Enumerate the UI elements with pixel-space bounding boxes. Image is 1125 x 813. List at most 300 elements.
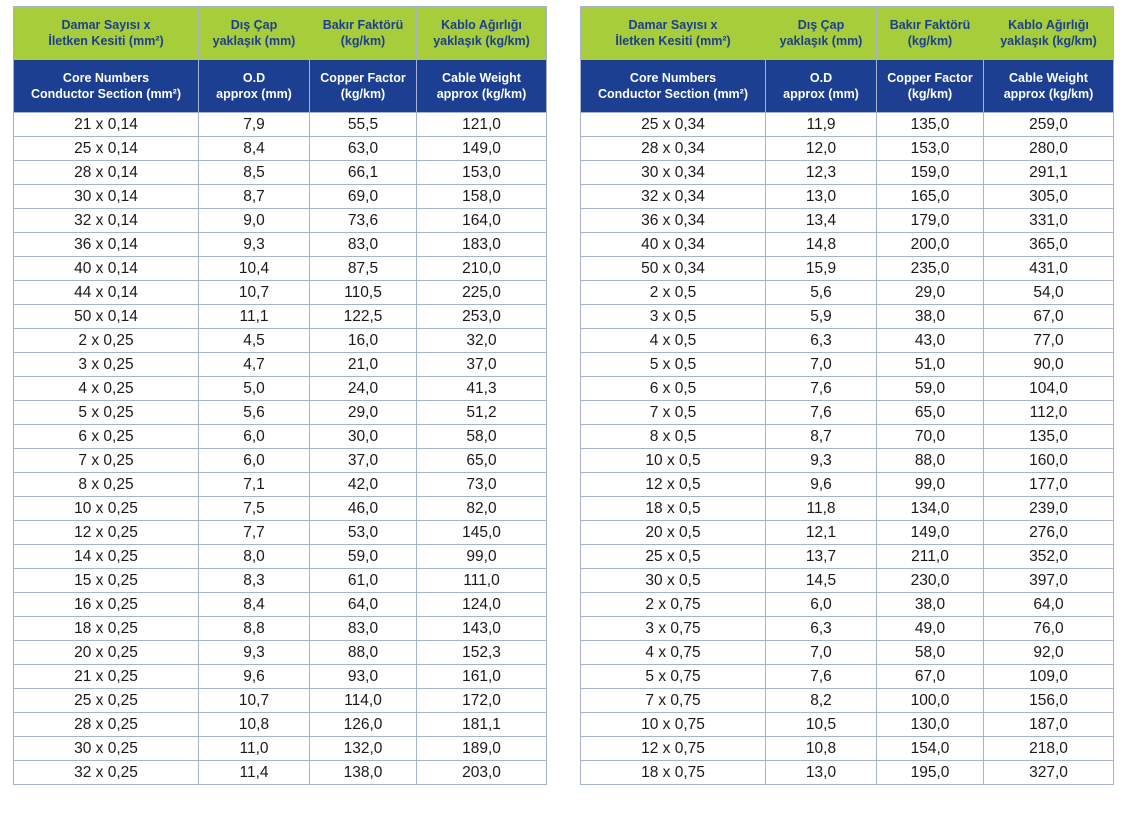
cell-weight: 280,0 xyxy=(984,137,1114,161)
header-row-english xyxy=(581,60,1114,113)
cell-weight: 77,0 xyxy=(984,329,1114,353)
cell-weight: 291,1 xyxy=(984,161,1114,185)
cell-core-section: 18 x 0,25 xyxy=(14,617,199,641)
header-cell-weight-en: Cable Weight approx (kg/km) xyxy=(984,60,1114,113)
cell-core-section: 25 x 0,14 xyxy=(14,137,199,161)
table-header xyxy=(581,7,1114,113)
cell-copper-factor: 66,1 xyxy=(310,161,417,185)
cell-weight: 76,0 xyxy=(984,617,1114,641)
table-row xyxy=(581,209,1114,233)
cell-copper-factor: 83,0 xyxy=(310,233,417,257)
cell-core-section: 10 x 0,75 xyxy=(581,713,766,737)
cell-core-section: 44 x 0,14 xyxy=(14,281,199,305)
cell-weight: 203,0 xyxy=(417,761,547,785)
table-row xyxy=(581,449,1114,473)
cell-od: 7,0 xyxy=(766,641,877,665)
table-row xyxy=(581,689,1114,713)
cell-weight: 58,0 xyxy=(417,425,547,449)
header-row-english xyxy=(14,60,547,113)
cell-weight: 149,0 xyxy=(417,137,547,161)
cell-od: 15,9 xyxy=(766,257,877,281)
cell-copper-factor: 49,0 xyxy=(877,617,984,641)
cell-core-section: 2 x 0,25 xyxy=(14,329,199,353)
table-body xyxy=(14,113,547,785)
cell-core-section: 6 x 0,5 xyxy=(581,377,766,401)
cable-table-left xyxy=(13,6,547,785)
cell-copper-factor: 126,0 xyxy=(310,713,417,737)
cell-core-section: 10 x 0,5 xyxy=(581,449,766,473)
cell-od: 13,0 xyxy=(766,185,877,209)
cell-od: 9,0 xyxy=(199,209,310,233)
table-row xyxy=(14,281,547,305)
cell-core-section: 32 x 0,14 xyxy=(14,209,199,233)
table-row xyxy=(14,641,547,665)
cell-od: 8,7 xyxy=(199,185,310,209)
cell-weight: 160,0 xyxy=(984,449,1114,473)
table-row xyxy=(14,329,547,353)
cell-copper-factor: 63,0 xyxy=(310,137,417,161)
cell-copper-factor: 21,0 xyxy=(310,353,417,377)
header-cell-od-tr: Dış Çap yaklaşık (mm) xyxy=(199,7,310,60)
cell-copper-factor: 59,0 xyxy=(310,545,417,569)
cell-copper-factor: 55,5 xyxy=(310,113,417,137)
cell-core-section: 3 x 0,75 xyxy=(581,617,766,641)
cell-weight: 112,0 xyxy=(984,401,1114,425)
cell-core-section: 25 x 0,34 xyxy=(581,113,766,137)
cell-od: 11,1 xyxy=(199,305,310,329)
table-row xyxy=(14,545,547,569)
header-cell-copper-tr: Bakır Faktörü (kg/km) xyxy=(877,7,984,60)
table-row xyxy=(581,353,1114,377)
table-row xyxy=(14,377,547,401)
table-row xyxy=(581,257,1114,281)
cell-od: 11,0 xyxy=(199,737,310,761)
table-row xyxy=(581,641,1114,665)
cell-core-section: 30 x 0,5 xyxy=(581,569,766,593)
cell-od: 10,8 xyxy=(199,713,310,737)
cell-od: 8,5 xyxy=(199,161,310,185)
table-row xyxy=(581,137,1114,161)
cell-copper-factor: 200,0 xyxy=(877,233,984,257)
cell-weight: 305,0 xyxy=(984,185,1114,209)
table-row xyxy=(14,305,547,329)
cell-weight: 158,0 xyxy=(417,185,547,209)
cell-weight: 189,0 xyxy=(417,737,547,761)
cell-copper-factor: 138,0 xyxy=(310,761,417,785)
table-row xyxy=(14,425,547,449)
cell-weight: 92,0 xyxy=(984,641,1114,665)
table-row xyxy=(14,401,547,425)
cell-weight: 177,0 xyxy=(984,473,1114,497)
cell-od: 8,0 xyxy=(199,545,310,569)
cell-weight: 111,0 xyxy=(417,569,547,593)
cell-core-section: 21 x 0,25 xyxy=(14,665,199,689)
cell-weight: 99,0 xyxy=(417,545,547,569)
cell-core-section: 12 x 0,75 xyxy=(581,737,766,761)
cell-od: 10,8 xyxy=(766,737,877,761)
cell-core-section: 28 x 0,14 xyxy=(14,161,199,185)
table-body xyxy=(581,113,1114,785)
cell-copper-factor: 135,0 xyxy=(877,113,984,137)
table-row xyxy=(14,353,547,377)
cell-od: 9,3 xyxy=(766,449,877,473)
cell-copper-factor: 88,0 xyxy=(310,641,417,665)
cell-copper-factor: 211,0 xyxy=(877,545,984,569)
table-row xyxy=(14,593,547,617)
table-row xyxy=(581,233,1114,257)
cell-weight: 54,0 xyxy=(984,281,1114,305)
cell-weight: 183,0 xyxy=(417,233,547,257)
cell-core-section: 3 x 0,25 xyxy=(14,353,199,377)
table-row xyxy=(14,185,547,209)
table-row xyxy=(14,617,547,641)
cell-od: 6,3 xyxy=(766,329,877,353)
cell-copper-factor: 67,0 xyxy=(877,665,984,689)
cell-weight: 90,0 xyxy=(984,353,1114,377)
cell-core-section: 20 x 0,5 xyxy=(581,521,766,545)
cell-core-section: 20 x 0,25 xyxy=(14,641,199,665)
cell-core-section: 7 x 0,75 xyxy=(581,689,766,713)
cell-copper-factor: 70,0 xyxy=(877,425,984,449)
table-row xyxy=(14,569,547,593)
cell-weight: 164,0 xyxy=(417,209,547,233)
table-row xyxy=(14,665,547,689)
cell-core-section: 28 x 0,25 xyxy=(14,713,199,737)
cell-copper-factor: 65,0 xyxy=(877,401,984,425)
cell-weight: 365,0 xyxy=(984,233,1114,257)
table-row xyxy=(14,137,547,161)
cell-copper-factor: 61,0 xyxy=(310,569,417,593)
cell-od: 7,6 xyxy=(766,377,877,401)
cell-copper-factor: 87,5 xyxy=(310,257,417,281)
cell-copper-factor: 53,0 xyxy=(310,521,417,545)
cell-core-section: 12 x 0,25 xyxy=(14,521,199,545)
cell-weight: 104,0 xyxy=(984,377,1114,401)
table-row xyxy=(14,521,547,545)
cell-copper-factor: 30,0 xyxy=(310,425,417,449)
table-row xyxy=(14,761,547,785)
cell-weight: 51,2 xyxy=(417,401,547,425)
table-row xyxy=(581,497,1114,521)
cell-weight: 331,0 xyxy=(984,209,1114,233)
cell-od: 13,0 xyxy=(766,761,877,785)
cell-weight: 73,0 xyxy=(417,473,547,497)
cell-core-section: 4 x 0,5 xyxy=(581,329,766,353)
cell-od: 7,6 xyxy=(766,401,877,425)
cell-od: 7,5 xyxy=(199,497,310,521)
cell-od: 9,3 xyxy=(199,233,310,257)
cell-copper-factor: 114,0 xyxy=(310,689,417,713)
cell-core-section: 16 x 0,25 xyxy=(14,593,199,617)
cell-copper-factor: 43,0 xyxy=(877,329,984,353)
cell-weight: 153,0 xyxy=(417,161,547,185)
cell-weight: 327,0 xyxy=(984,761,1114,785)
header-cell-copper-en: Copper Factor (kg/km) xyxy=(877,60,984,113)
cell-od: 10,4 xyxy=(199,257,310,281)
table-row xyxy=(14,113,547,137)
cell-copper-factor: 100,0 xyxy=(877,689,984,713)
table-row xyxy=(14,473,547,497)
cell-copper-factor: 132,0 xyxy=(310,737,417,761)
header-row-turkish xyxy=(14,7,547,60)
cell-weight: 145,0 xyxy=(417,521,547,545)
cell-core-section: 28 x 0,34 xyxy=(581,137,766,161)
cell-weight: 276,0 xyxy=(984,521,1114,545)
table-row xyxy=(581,161,1114,185)
cell-core-section: 2 x 0,5 xyxy=(581,281,766,305)
cell-core-section: 5 x 0,75 xyxy=(581,665,766,689)
table-row xyxy=(581,521,1114,545)
cell-core-section: 7 x 0,25 xyxy=(14,449,199,473)
cell-od: 10,5 xyxy=(766,713,877,737)
header-cell-od-tr: Dış Çap yaklaşık (mm) xyxy=(766,7,877,60)
table-row xyxy=(581,593,1114,617)
cell-od: 8,4 xyxy=(199,593,310,617)
cell-core-section: 4 x 0,75 xyxy=(581,641,766,665)
cell-weight: 161,0 xyxy=(417,665,547,689)
cell-od: 12,1 xyxy=(766,521,877,545)
table-row xyxy=(14,497,547,521)
table-row xyxy=(14,161,547,185)
cell-od: 5,6 xyxy=(766,281,877,305)
cell-copper-factor: 93,0 xyxy=(310,665,417,689)
cell-copper-factor: 37,0 xyxy=(310,449,417,473)
cell-core-section: 10 x 0,25 xyxy=(14,497,199,521)
cell-weight: 41,3 xyxy=(417,377,547,401)
cell-core-section: 5 x 0,5 xyxy=(581,353,766,377)
cell-core-section: 8 x 0,5 xyxy=(581,425,766,449)
cell-copper-factor: 134,0 xyxy=(877,497,984,521)
cell-copper-factor: 154,0 xyxy=(877,737,984,761)
cell-copper-factor: 88,0 xyxy=(877,449,984,473)
cell-od: 7,7 xyxy=(199,521,310,545)
cell-od: 8,8 xyxy=(199,617,310,641)
table-row xyxy=(14,449,547,473)
cell-weight: 181,1 xyxy=(417,713,547,737)
cell-weight: 259,0 xyxy=(984,113,1114,137)
table-row xyxy=(581,377,1114,401)
table-row xyxy=(14,713,547,737)
header-cell-core-section-en: Core Numbers Conductor Section (mm²) xyxy=(581,60,766,113)
cell-copper-factor: 73,6 xyxy=(310,209,417,233)
table-row xyxy=(14,233,547,257)
table-row xyxy=(581,401,1114,425)
cell-od: 8,7 xyxy=(766,425,877,449)
cell-od: 5,9 xyxy=(766,305,877,329)
table-row xyxy=(14,689,547,713)
table-row xyxy=(581,569,1114,593)
cell-weight: 210,0 xyxy=(417,257,547,281)
cell-od: 6,0 xyxy=(199,425,310,449)
cell-weight: 152,3 xyxy=(417,641,547,665)
cell-copper-factor: 83,0 xyxy=(310,617,417,641)
cell-od: 7,9 xyxy=(199,113,310,137)
cell-weight: 109,0 xyxy=(984,665,1114,689)
header-cell-copper-tr: Bakır Faktörü (kg/km) xyxy=(310,7,417,60)
cell-core-section: 50 x 0,34 xyxy=(581,257,766,281)
header-cell-od-en: O.D approx (mm) xyxy=(199,60,310,113)
cell-od: 12,3 xyxy=(766,161,877,185)
cell-copper-factor: 29,0 xyxy=(310,401,417,425)
cell-od: 14,8 xyxy=(766,233,877,257)
cell-core-section: 30 x 0,34 xyxy=(581,161,766,185)
cell-od: 8,3 xyxy=(199,569,310,593)
cell-od: 12,0 xyxy=(766,137,877,161)
cell-od: 9,6 xyxy=(766,473,877,497)
cell-od: 7,0 xyxy=(766,353,877,377)
header-cell-od-en: O.D approx (mm) xyxy=(766,60,877,113)
cell-core-section: 40 x 0,14 xyxy=(14,257,199,281)
cell-copper-factor: 153,0 xyxy=(877,137,984,161)
header-cell-copper-en: Copper Factor (kg/km) xyxy=(310,60,417,113)
cell-copper-factor: 69,0 xyxy=(310,185,417,209)
table-row xyxy=(581,761,1114,785)
cell-copper-factor: 58,0 xyxy=(877,641,984,665)
cell-core-section: 2 x 0,75 xyxy=(581,593,766,617)
cell-od: 10,7 xyxy=(199,689,310,713)
cell-copper-factor: 122,5 xyxy=(310,305,417,329)
cell-weight: 65,0 xyxy=(417,449,547,473)
cell-core-section: 5 x 0,25 xyxy=(14,401,199,425)
cell-od: 13,4 xyxy=(766,209,877,233)
cell-weight: 64,0 xyxy=(984,593,1114,617)
table-row xyxy=(581,281,1114,305)
table-row xyxy=(581,329,1114,353)
cell-core-section: 21 x 0,14 xyxy=(14,113,199,137)
cell-core-section: 8 x 0,25 xyxy=(14,473,199,497)
cell-copper-factor: 99,0 xyxy=(877,473,984,497)
cell-od: 11,8 xyxy=(766,497,877,521)
header-cell-core-section-tr: Damar Sayısı x İletken Kesiti (mm²) xyxy=(581,7,766,60)
header-cell-weight-tr: Kablo Ağırlığı yaklaşık (kg/km) xyxy=(417,7,547,60)
header-cell-weight-en: Cable Weight approx (kg/km) xyxy=(417,60,547,113)
cell-weight: 431,0 xyxy=(984,257,1114,281)
cell-weight: 352,0 xyxy=(984,545,1114,569)
cell-copper-factor: 59,0 xyxy=(877,377,984,401)
cell-core-section: 6 x 0,25 xyxy=(14,425,199,449)
header-cell-core-section-tr: Damar Sayısı x İletken Kesiti (mm²) xyxy=(14,7,199,60)
cell-weight: 225,0 xyxy=(417,281,547,305)
cell-od: 8,4 xyxy=(199,137,310,161)
cell-weight: 397,0 xyxy=(984,569,1114,593)
table-row xyxy=(581,737,1114,761)
cell-core-section: 7 x 0,5 xyxy=(581,401,766,425)
cell-weight: 253,0 xyxy=(417,305,547,329)
cell-core-section: 18 x 0,75 xyxy=(581,761,766,785)
cell-weight: 121,0 xyxy=(417,113,547,137)
cell-core-section: 12 x 0,5 xyxy=(581,473,766,497)
cell-core-section: 25 x 0,25 xyxy=(14,689,199,713)
header-row-turkish xyxy=(581,7,1114,60)
cell-core-section: 30 x 0,25 xyxy=(14,737,199,761)
cell-copper-factor: 38,0 xyxy=(877,593,984,617)
cell-core-section: 36 x 0,14 xyxy=(14,233,199,257)
cell-od: 5,0 xyxy=(199,377,310,401)
cell-weight: 187,0 xyxy=(984,713,1114,737)
cell-core-section: 32 x 0,34 xyxy=(581,185,766,209)
cell-copper-factor: 64,0 xyxy=(310,593,417,617)
table-header xyxy=(14,7,547,113)
cell-od: 9,3 xyxy=(199,641,310,665)
cell-copper-factor: 29,0 xyxy=(877,281,984,305)
cell-od: 5,6 xyxy=(199,401,310,425)
cable-table-right xyxy=(580,6,1114,785)
cell-core-section: 15 x 0,25 xyxy=(14,569,199,593)
cell-copper-factor: 46,0 xyxy=(310,497,417,521)
cell-copper-factor: 42,0 xyxy=(310,473,417,497)
cell-od: 11,4 xyxy=(199,761,310,785)
cell-weight: 32,0 xyxy=(417,329,547,353)
table-row xyxy=(581,425,1114,449)
cell-copper-factor: 130,0 xyxy=(877,713,984,737)
cell-weight: 124,0 xyxy=(417,593,547,617)
cell-od: 7,6 xyxy=(766,665,877,689)
cell-weight: 218,0 xyxy=(984,737,1114,761)
cell-weight: 37,0 xyxy=(417,353,547,377)
table-row xyxy=(581,185,1114,209)
cell-copper-factor: 16,0 xyxy=(310,329,417,353)
cell-core-section: 4 x 0,25 xyxy=(14,377,199,401)
cell-core-section: 18 x 0,5 xyxy=(581,497,766,521)
cell-core-section: 14 x 0,25 xyxy=(14,545,199,569)
cell-weight: 67,0 xyxy=(984,305,1114,329)
table-row xyxy=(581,545,1114,569)
cell-core-section: 36 x 0,34 xyxy=(581,209,766,233)
cell-od: 7,1 xyxy=(199,473,310,497)
cell-core-section: 30 x 0,14 xyxy=(14,185,199,209)
table-row xyxy=(14,737,547,761)
cell-od: 6,0 xyxy=(199,449,310,473)
table-row xyxy=(581,473,1114,497)
table-row xyxy=(14,209,547,233)
cell-od: 9,6 xyxy=(199,665,310,689)
cell-od: 10,7 xyxy=(199,281,310,305)
cell-od: 13,7 xyxy=(766,545,877,569)
table-row xyxy=(581,113,1114,137)
cell-weight: 239,0 xyxy=(984,497,1114,521)
cell-od: 4,7 xyxy=(199,353,310,377)
cell-copper-factor: 110,5 xyxy=(310,281,417,305)
table-row xyxy=(581,617,1114,641)
cell-copper-factor: 230,0 xyxy=(877,569,984,593)
cell-copper-factor: 179,0 xyxy=(877,209,984,233)
cell-weight: 82,0 xyxy=(417,497,547,521)
cell-copper-factor: 165,0 xyxy=(877,185,984,209)
header-cell-weight-tr: Kablo Ağırlığı yaklaşık (kg/km) xyxy=(984,7,1114,60)
cell-copper-factor: 195,0 xyxy=(877,761,984,785)
cell-core-section: 32 x 0,25 xyxy=(14,761,199,785)
header-cell-core-section-en: Core Numbers Conductor Section (mm²) xyxy=(14,60,199,113)
cell-od: 4,5 xyxy=(199,329,310,353)
table-row xyxy=(581,305,1114,329)
cell-core-section: 3 x 0,5 xyxy=(581,305,766,329)
cell-weight: 143,0 xyxy=(417,617,547,641)
table-row xyxy=(581,665,1114,689)
cell-core-section: 50 x 0,14 xyxy=(14,305,199,329)
cell-copper-factor: 149,0 xyxy=(877,521,984,545)
cell-weight: 156,0 xyxy=(984,689,1114,713)
cell-od: 14,5 xyxy=(766,569,877,593)
cell-core-section: 40 x 0,34 xyxy=(581,233,766,257)
cell-copper-factor: 159,0 xyxy=(877,161,984,185)
cell-copper-factor: 235,0 xyxy=(877,257,984,281)
cell-od: 6,3 xyxy=(766,617,877,641)
cell-weight: 172,0 xyxy=(417,689,547,713)
table-row xyxy=(14,257,547,281)
cell-copper-factor: 24,0 xyxy=(310,377,417,401)
table-row xyxy=(581,713,1114,737)
cell-od: 8,2 xyxy=(766,689,877,713)
